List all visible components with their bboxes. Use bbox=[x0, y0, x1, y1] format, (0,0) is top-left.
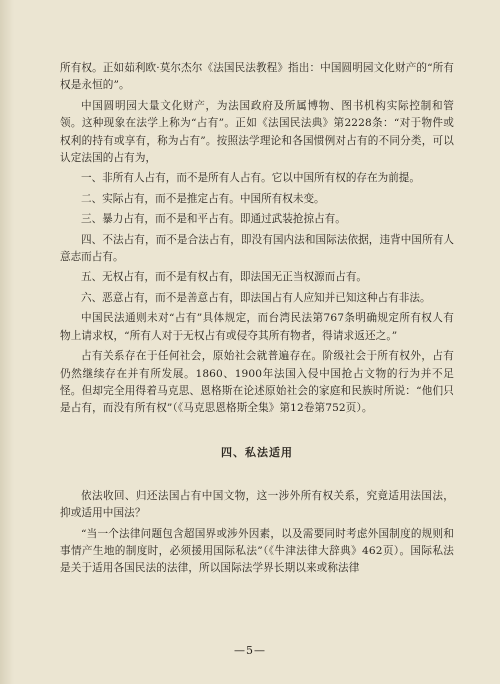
list-item-3: 三、暴力占有，而不是和平占有。即通过武装抢掠占有。 bbox=[81, 213, 346, 226]
list-item-4: 四、不法占有，而不是合法占有，即没有国内法和国际法依据，违背中国所有人意志而占有。 bbox=[60, 233, 454, 264]
list-item-6: 六、恶意占有，而不是善意占有，即法国占有人应知并已知这种占有非法。 bbox=[81, 291, 431, 304]
list-item-1: 一、非所有人占有，而不是所有人占有。它以中国所有权的存在为前提。 bbox=[81, 172, 420, 185]
paragraph-ownership-quote: 所有权。正如茹利欧·莫尔杰尔《法国民法教程》指出：中国圆明园文化财产的“所有权是永恒的”。 bbox=[60, 62, 454, 92]
list-item-2: 二、实际占有，而不是推定占有。中国所有权未变。 bbox=[81, 192, 325, 205]
list-item-5: 五、无权占有，而不是有权占有，即法国无正当权源而占有。 bbox=[81, 271, 368, 284]
page-number: —5— bbox=[234, 644, 266, 657]
paragraph-applicable-law-question: 依法收回、归还法国占有中国文物，这一涉外所有权关系，究竟适用法国法，抑或适用中国法？ bbox=[60, 489, 454, 520]
paragraph-possession-history: 占有关系存在于任何社会，原始社会就普遍存在。阶级社会于所有权外，占有仍然继续存在并有所发展。1860、1900年法国入侵中国抢占文物的行为并不足怪。但却完全用得着马克思、恩格斯在论述原始社会的家庭和民族时所说：“他们只是占有，而没有所有权”（《马克思恩格斯全集》第12卷第752页）。 bbox=[60, 350, 454, 415]
paragraph-private-international-law: “当一个法律问题包含超国界或涉外因素，以及需要同时考虑外国制度的规则和事情产生地的制度时，必须援用国际私法”（《牛津法律大辞典》462页）。国际私法是关于适用各国民法的法律，所以国际法学界长期以来或称法律 bbox=[60, 527, 454, 575]
paragraph-taiwan-civil-law: 中国民法通则未对“占有”具体规定，而台湾民法第767条明确规定所有权人有物上请求权，“所有人对于无权占有或侵夺其所有物者，得请求返还之。” bbox=[60, 312, 454, 342]
section-heading: 四、私法适用 bbox=[221, 445, 293, 459]
paragraph-possession-definition: 中国圆明园大量文化财产，为法国政府及所属博物、图书机构实际控制和管领。这种现象在法学上称为“占有”。正如《法国民法典》第2228条：“对于物件或权利的持有或享有，称为占有”。按照法学理论和各国惯例对占有的不同分类，可以认定法国的占有为， bbox=[60, 99, 454, 165]
